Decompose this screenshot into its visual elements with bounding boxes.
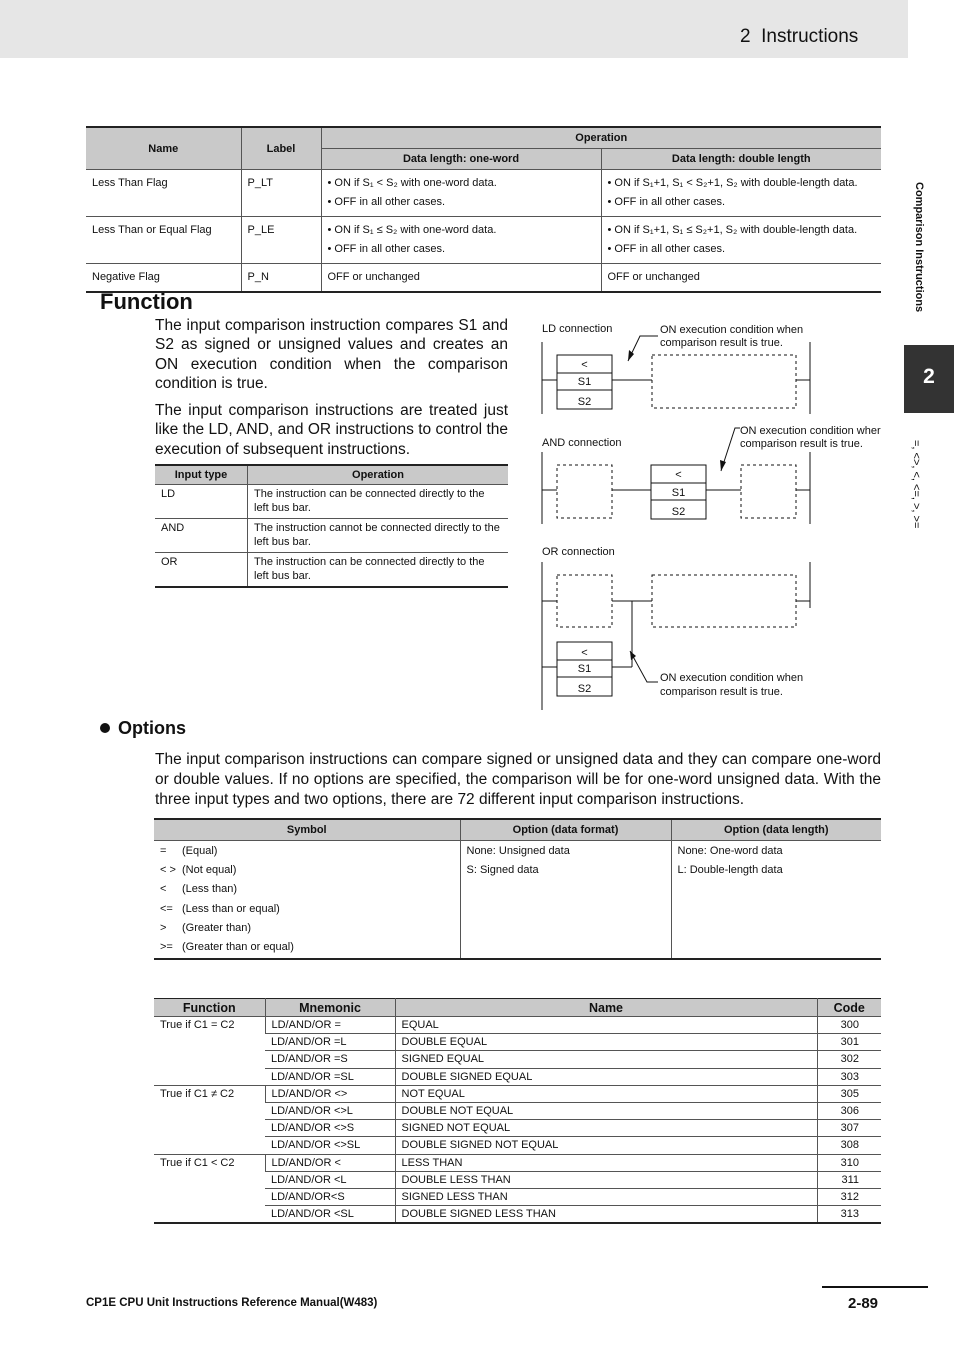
symbol-desc: (Greater than) bbox=[182, 921, 252, 934]
input-type: OR bbox=[155, 553, 248, 588]
symbol-desc: (Less than or equal) bbox=[182, 902, 280, 915]
code: 311 bbox=[817, 1171, 881, 1188]
symbol-desc: (Less than) bbox=[182, 883, 238, 896]
flags-header-operation: Operation bbox=[321, 127, 881, 149]
mnemonic: LD/AND/OR =S bbox=[265, 1051, 395, 1068]
input-operation-header: Operation bbox=[248, 465, 509, 485]
instruction-name: DOUBLE EQUAL bbox=[395, 1034, 817, 1051]
table-row bbox=[155, 519, 508, 553]
or-s2: S2 bbox=[577, 683, 592, 695]
table-row bbox=[86, 264, 881, 293]
instruction-name: SIGNED NOT EQUAL bbox=[395, 1120, 817, 1137]
ladder-diagram bbox=[530, 318, 900, 718]
code: 307 bbox=[817, 1120, 881, 1137]
table-row bbox=[86, 170, 881, 217]
table-row bbox=[154, 1017, 881, 1034]
options-header-length: Option (data length) bbox=[671, 819, 881, 841]
ld-callout-text-1: ON execution condition when bbox=[660, 324, 804, 336]
func-header-mnemonic: Mnemonic bbox=[265, 999, 395, 1017]
flags-header-one-word: Data length: one-word bbox=[321, 149, 601, 170]
flags-header-name: Name bbox=[86, 127, 241, 170]
or-callout-text-2: comparison result is true. bbox=[660, 686, 783, 698]
flag-one-word-line: • OFF in all other cases. bbox=[327, 196, 446, 208]
mnemonic: LD/AND/OR = bbox=[265, 1017, 395, 1034]
symbol: < bbox=[160, 883, 167, 896]
and-label: AND connection bbox=[542, 437, 622, 449]
instruction-name: SIGNED LESS THAN bbox=[395, 1188, 817, 1205]
flag-label: P_LT bbox=[241, 170, 321, 217]
func-header-function: Function bbox=[154, 999, 265, 1017]
side-operators-label: =, <>, <, <=, >, >= bbox=[910, 440, 922, 529]
list-item: L: Double-length data bbox=[677, 864, 783, 877]
table-row bbox=[154, 1085, 881, 1102]
or-op: < bbox=[581, 647, 588, 659]
or-callout-text-1: ON execution condition when bbox=[660, 672, 804, 684]
symbol-desc: (Greater than or equal) bbox=[182, 941, 294, 954]
flag-name: Less Than or Equal Flag bbox=[86, 217, 241, 264]
chapter-tab: 2 bbox=[904, 345, 954, 413]
instruction-name: DOUBLE SIGNED LESS THAN bbox=[395, 1206, 817, 1224]
options-heading-text: Options bbox=[118, 718, 186, 738]
ld-callout-line bbox=[628, 336, 658, 361]
function-heading: Function bbox=[100, 289, 193, 314]
mnemonic: LD/AND/OR =L bbox=[265, 1034, 395, 1051]
flag-one-word-line: • OFF in all other cases. bbox=[327, 243, 446, 255]
code: 310 bbox=[817, 1154, 881, 1171]
ld-callout-text-2: comparison result is true. bbox=[660, 337, 783, 349]
code: 301 bbox=[817, 1034, 881, 1051]
flag-name: Negative Flag bbox=[86, 264, 241, 293]
flags-table bbox=[86, 126, 881, 293]
or-callout-arrowhead bbox=[630, 651, 636, 660]
ld-s2: S2 bbox=[577, 396, 592, 408]
table-row bbox=[86, 217, 881, 264]
symbol: > bbox=[160, 921, 167, 934]
code: 313 bbox=[817, 1206, 881, 1224]
options-header-symbol: Symbol bbox=[154, 819, 460, 841]
function-paragraph-1: The input comparison instruction compares S1 and S2 as signed or unsigned values and creates an ON execution condition when the comparison condition is true. bbox=[155, 317, 508, 392]
input-type-header: Input type bbox=[155, 465, 248, 485]
instruction-name: DOUBLE SIGNED NOT EQUAL bbox=[395, 1137, 817, 1154]
list-item: None: Unsigned data bbox=[466, 845, 570, 857]
flag-double bbox=[601, 217, 881, 264]
length-list bbox=[671, 841, 881, 960]
chapter-title-text: Instructions bbox=[761, 26, 859, 47]
or-label: OR connection bbox=[542, 546, 615, 558]
page-number: 2-89 bbox=[848, 1295, 879, 1312]
options-heading bbox=[100, 718, 186, 739]
list-item: None: One-word data bbox=[677, 845, 783, 857]
flag-one-word bbox=[321, 170, 601, 217]
symbol: <= bbox=[160, 902, 173, 915]
options-header-format: Option (data format) bbox=[460, 819, 671, 841]
bullet-icon bbox=[100, 723, 110, 733]
mnemonic: LD/AND/OR <>L bbox=[265, 1102, 395, 1119]
symbol: >= bbox=[160, 941, 173, 954]
function-group: True if C1 ≠ C2 bbox=[154, 1085, 265, 1154]
mnemonic: LD/AND/OR <>S bbox=[265, 1120, 395, 1137]
mnemonic: LD/AND/OR < bbox=[265, 1154, 395, 1171]
and-callout-text-1: ON execution condition wher bbox=[740, 425, 881, 437]
and-callout-arrowhead bbox=[720, 460, 726, 471]
ld-dashed-block bbox=[652, 355, 796, 408]
symbol: = bbox=[160, 845, 167, 857]
table-row bbox=[154, 1154, 881, 1171]
flag-one-word-line: • ON if S₁ < S₂ with one-word data. bbox=[327, 177, 497, 189]
input-operation: The instruction cannot be connected directly to the left bus bar. bbox=[248, 519, 509, 553]
and-dashed-block-2 bbox=[741, 465, 796, 518]
flags-header-double: Data length: double length bbox=[601, 149, 881, 170]
mnemonic: LD/AND/OR <> bbox=[265, 1085, 395, 1102]
mnemonic: LD/AND/OR <L bbox=[265, 1171, 395, 1188]
options-table bbox=[154, 818, 881, 960]
code: 303 bbox=[817, 1068, 881, 1085]
input-operation: The instruction can be connected directly to the left bus bar. bbox=[248, 485, 509, 519]
list-item bbox=[160, 919, 454, 938]
code: 300 bbox=[817, 1017, 881, 1034]
chapter-title bbox=[740, 26, 858, 48]
symbol-desc: (Equal) bbox=[182, 845, 218, 857]
mnemonic: LD/AND/OR <>SL bbox=[265, 1137, 395, 1154]
instruction-name: LESS THAN bbox=[395, 1154, 817, 1171]
and-dashed-block-1 bbox=[557, 465, 612, 518]
ld-s1: S1 bbox=[577, 376, 592, 388]
function-group: True if C1 < C2 bbox=[154, 1154, 265, 1223]
instruction-name: EQUAL bbox=[395, 1017, 817, 1034]
mnemonic: LD/AND/OR =SL bbox=[265, 1068, 395, 1085]
or-dashed-block-2 bbox=[652, 575, 796, 627]
flag-one-word bbox=[321, 217, 601, 264]
input-operation: The instruction can be connected directly to the left bus bar. bbox=[248, 553, 509, 588]
table-row bbox=[155, 553, 508, 588]
table-row bbox=[155, 485, 508, 519]
function-group: True if C1 = C2 bbox=[154, 1017, 265, 1086]
list-item bbox=[160, 861, 454, 880]
func-header-code: Code bbox=[817, 999, 881, 1017]
flags-header-label: Label bbox=[241, 127, 321, 170]
options-paragraph: The input comparison instructions can compare signed or unsigned data and they can compare one-word or double values. If no options are specified, the comparison will be for one-word unsigned data. With the three input types and two options, there are 72 different input comparison instructions. bbox=[155, 751, 881, 808]
symbol: < > bbox=[160, 864, 176, 877]
flag-double-line: • OFF in all other cases. bbox=[607, 196, 726, 208]
code: 305 bbox=[817, 1085, 881, 1102]
flag-label: P_N bbox=[241, 264, 321, 293]
instruction-name: NOT EQUAL bbox=[395, 1085, 817, 1102]
instruction-name: DOUBLE SIGNED EQUAL bbox=[395, 1068, 817, 1085]
instruction-name: DOUBLE LESS THAN bbox=[395, 1171, 817, 1188]
instruction-name: DOUBLE NOT EQUAL bbox=[395, 1102, 817, 1119]
list-item bbox=[160, 900, 454, 919]
or-dashed-block-1 bbox=[557, 575, 612, 627]
mnemonic: LD/AND/OR<S bbox=[265, 1188, 395, 1205]
flag-name: Less Than Flag bbox=[86, 170, 241, 217]
ld-op: < bbox=[581, 359, 588, 371]
func-header-name: Name bbox=[395, 999, 817, 1017]
flag-one-word-line: • ON if S₁ ≤ S₂ with one-word data. bbox=[327, 224, 497, 236]
list-item bbox=[160, 938, 454, 957]
code: 312 bbox=[817, 1188, 881, 1205]
or-s1: S1 bbox=[577, 663, 592, 675]
flag-double: OFF or unchanged bbox=[601, 264, 881, 293]
symbol-list bbox=[154, 841, 460, 960]
chapter-number: 2 bbox=[740, 26, 751, 47]
flag-double-line: • ON if S₁+1, S₁ ≤ S₂+1, S₂ with double-length data. bbox=[607, 224, 858, 236]
ld-callout-arrowhead bbox=[628, 350, 634, 361]
flag-double-line: • OFF in all other cases. bbox=[607, 243, 726, 255]
symbol-desc: (Not equal) bbox=[182, 864, 237, 877]
list-item: S: Signed data bbox=[466, 864, 539, 877]
ld-label: LD connection bbox=[542, 323, 613, 335]
flag-double bbox=[601, 170, 881, 217]
input-type: AND bbox=[155, 519, 248, 553]
input-type-table bbox=[155, 464, 508, 588]
input-type: LD bbox=[155, 485, 248, 519]
list-item bbox=[160, 880, 454, 899]
flag-double-line: • ON if S₁+1, S₁ < S₂+1, S₂ with double-length data. bbox=[607, 177, 858, 189]
function-table bbox=[154, 998, 881, 1224]
mnemonic: LD/AND/OR <SL bbox=[265, 1206, 395, 1224]
footer-manual-title: CP1E CPU Unit Instructions Reference Manual(W483) bbox=[86, 1297, 378, 1309]
footer-rule bbox=[822, 1286, 928, 1288]
side-section-label: Comparison Instructions bbox=[913, 182, 925, 313]
and-op: < bbox=[675, 469, 682, 481]
instruction-name: SIGNED EQUAL bbox=[395, 1051, 817, 1068]
and-callout-text-2: comparison result is true. bbox=[740, 438, 863, 450]
code: 308 bbox=[817, 1137, 881, 1154]
and-s1: S1 bbox=[671, 487, 686, 499]
function-paragraph-2: The input comparison instructions are treated just like the LD, AND, and OR instructions to control the execution of subsequent instructions. bbox=[155, 402, 508, 458]
list-item bbox=[160, 842, 454, 861]
code: 302 bbox=[817, 1051, 881, 1068]
and-s2: S2 bbox=[671, 506, 686, 518]
format-list bbox=[460, 841, 671, 960]
flag-label: P_LE bbox=[241, 217, 321, 264]
flag-one-word: OFF or unchanged bbox=[321, 264, 601, 293]
code: 306 bbox=[817, 1102, 881, 1119]
